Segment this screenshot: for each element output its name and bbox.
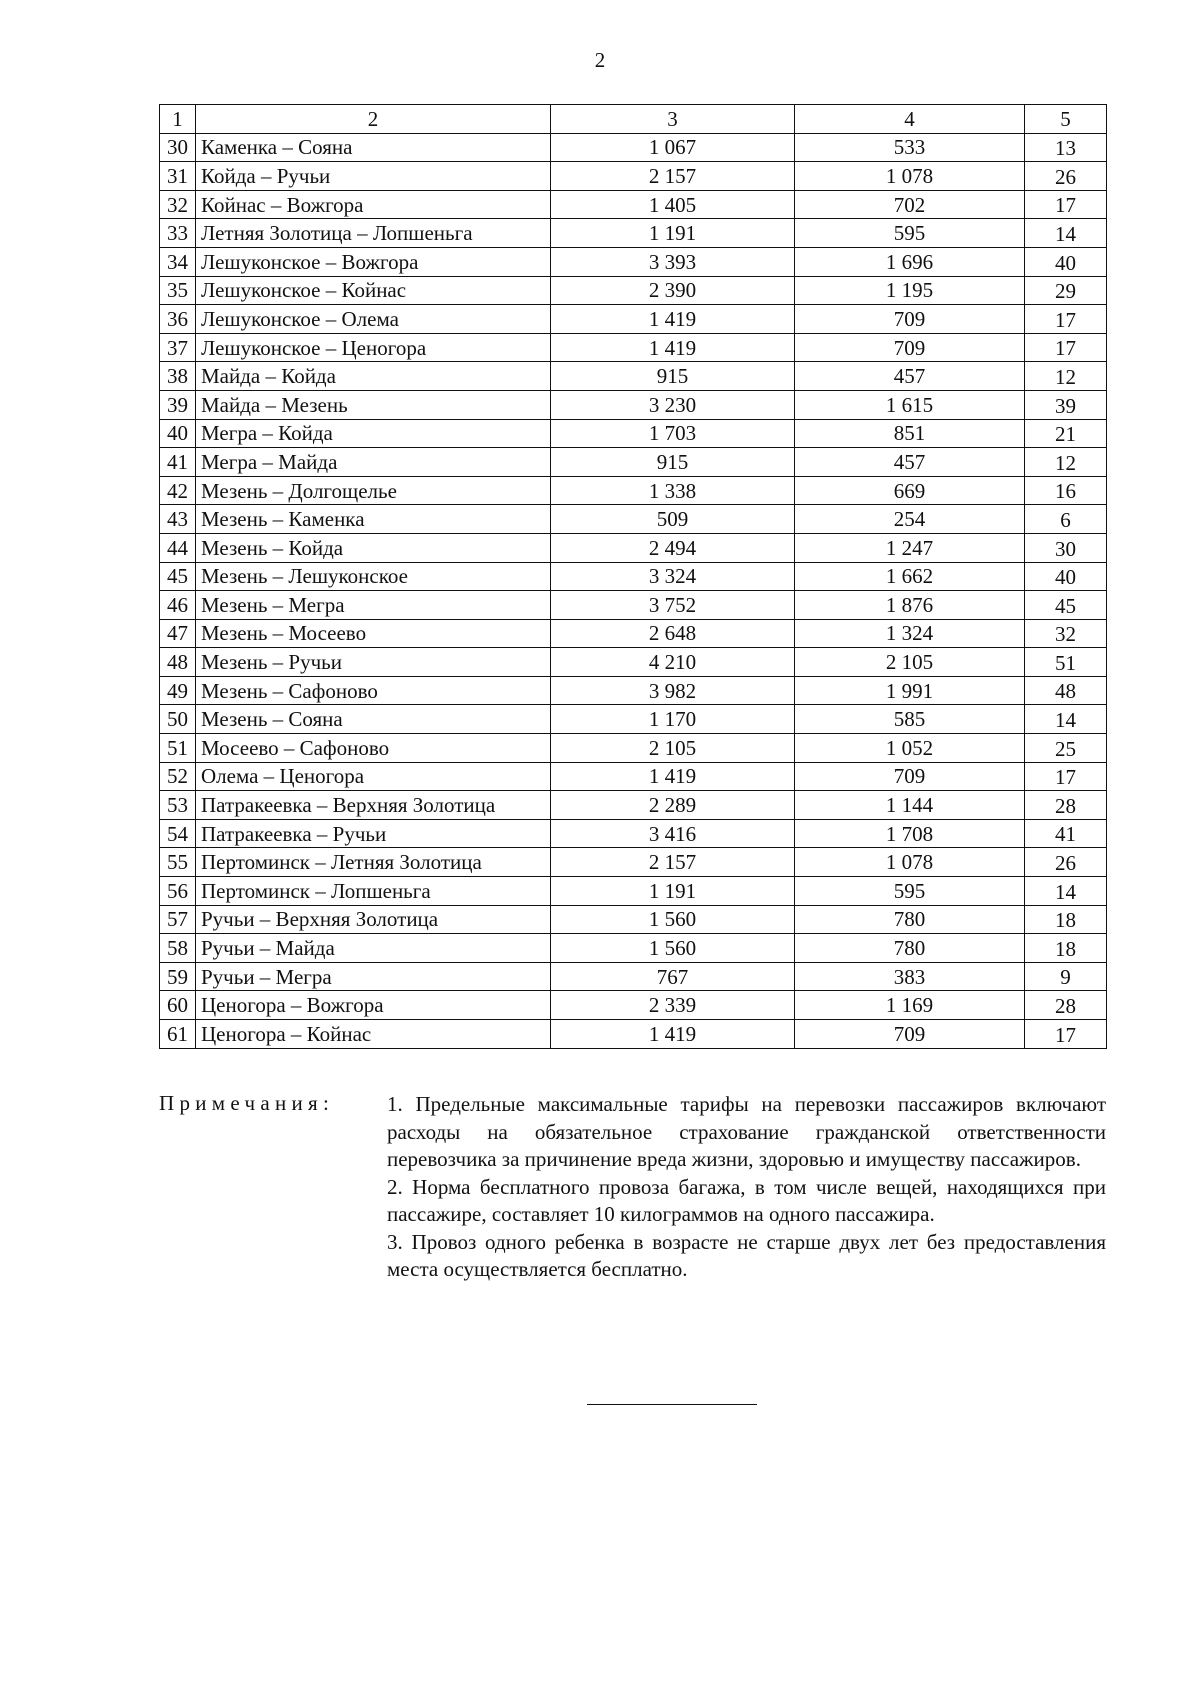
row-number-cell: 43 xyxy=(160,505,196,534)
route-cell: Мегра – Майда xyxy=(196,448,551,477)
route-cell: Пертоминск – Лопшеньга xyxy=(196,877,551,906)
col5-value-cell: 17 xyxy=(1025,762,1107,791)
page-number: 2 xyxy=(594,48,606,72)
col4-value-cell: 1 876 xyxy=(795,591,1025,620)
header-cell-col4: 4 xyxy=(795,105,1025,134)
route-cell: Ценогора – Вожгора xyxy=(196,991,551,1020)
col3-value-cell: 3 230 xyxy=(551,390,795,419)
table-row xyxy=(160,705,1107,734)
col3-value-cell: 1 419 xyxy=(551,333,795,362)
note-item-1: 1. Предельные максимальные тарифы на перевозки пассажиров включают расходы на обязательное страхование гражданской ответственности перевозчика за причинение вреда жизни, здоровью и имуществу пассажиров. xyxy=(387,1092,1106,1171)
col5-value-cell: 16 xyxy=(1025,476,1107,505)
table-row xyxy=(160,648,1107,677)
route-cell: Мезень – Мегра xyxy=(196,591,551,620)
table-row xyxy=(160,505,1107,534)
note-item-2: 2. Норма бесплатного провоза багажа, в том числе вещей, находящихся при пассажире, составляет 10 килограммов на одного пассажира. xyxy=(387,1174,1106,1226)
route-cell: Мезень – Каменка xyxy=(196,505,551,534)
row-number-cell: 53 xyxy=(160,791,196,820)
col4-value-cell: 1 696 xyxy=(795,247,1025,276)
col5-value-cell: 12 xyxy=(1025,448,1107,477)
route-cell: Мосеево – Сафоново xyxy=(196,734,551,763)
col3-value-cell: 3 416 xyxy=(551,819,795,848)
col3-value-cell: 1 170 xyxy=(551,705,795,734)
col5-value-cell: 32 xyxy=(1025,619,1107,648)
col5-value-cell: 26 xyxy=(1025,162,1107,191)
route-cell: Патракеевка – Верхняя Золотица xyxy=(196,791,551,820)
route-cell: Майда – Койда xyxy=(196,362,551,391)
row-number-cell: 32 xyxy=(160,190,196,219)
route-cell: Койда – Ручьи xyxy=(196,162,551,191)
row-number-cell: 52 xyxy=(160,762,196,791)
col3-value-cell: 1 067 xyxy=(551,133,795,162)
col3-value-cell: 767 xyxy=(551,962,795,991)
table-row xyxy=(160,476,1107,505)
row-number-cell: 36 xyxy=(160,305,196,334)
row-number-cell: 47 xyxy=(160,619,196,648)
col3-value-cell: 4 210 xyxy=(551,648,795,677)
col5-value-cell: 51 xyxy=(1025,648,1107,677)
col3-value-cell: 2 289 xyxy=(551,791,795,820)
table-row xyxy=(160,362,1107,391)
route-cell: Мезень – Мосеево xyxy=(196,619,551,648)
route-cell: Пертоминск – Летняя Золотица xyxy=(196,848,551,877)
col3-value-cell: 1 405 xyxy=(551,190,795,219)
row-number-cell: 57 xyxy=(160,905,196,934)
col3-value-cell: 2 105 xyxy=(551,734,795,763)
table-row xyxy=(160,390,1107,419)
table-row xyxy=(160,247,1107,276)
col5-value-cell: 21 xyxy=(1025,419,1107,448)
col4-value-cell: 1 052 xyxy=(795,734,1025,763)
col3-value-cell: 2 157 xyxy=(551,848,795,877)
col3-value-cell: 1 703 xyxy=(551,419,795,448)
row-number-cell: 42 xyxy=(160,476,196,505)
col4-value-cell: 780 xyxy=(795,905,1025,934)
col4-value-cell: 595 xyxy=(795,219,1025,248)
col4-value-cell: 457 xyxy=(795,362,1025,391)
col5-value-cell: 18 xyxy=(1025,934,1107,963)
col5-value-cell: 14 xyxy=(1025,705,1107,734)
row-number-cell: 61 xyxy=(160,1020,196,1049)
route-cell: Мезень – Долгощелье xyxy=(196,476,551,505)
col3-value-cell: 915 xyxy=(551,362,795,391)
row-number-cell: 59 xyxy=(160,962,196,991)
route-cell: Майда – Мезень xyxy=(196,390,551,419)
row-number-cell: 44 xyxy=(160,533,196,562)
col5-value-cell: 48 xyxy=(1025,676,1107,705)
col5-value-cell: 14 xyxy=(1025,219,1107,248)
row-number-cell: 39 xyxy=(160,390,196,419)
col3-value-cell: 1 560 xyxy=(551,905,795,934)
table-row xyxy=(160,619,1107,648)
col5-value-cell: 39 xyxy=(1025,390,1107,419)
col3-value-cell: 2 648 xyxy=(551,619,795,648)
col4-value-cell: 709 xyxy=(795,333,1025,362)
route-cell: Лешуконское – Ценогора xyxy=(196,333,551,362)
row-number-cell: 56 xyxy=(160,877,196,906)
col4-value-cell: 254 xyxy=(795,505,1025,534)
col4-value-cell: 1 662 xyxy=(795,562,1025,591)
note-item-3: 3. Провоз одного ребенка в возрасте не старше двух лет без предоставления места осуществляется бесплатно. xyxy=(387,1229,1106,1281)
col5-value-cell: 17 xyxy=(1025,305,1107,334)
table-row xyxy=(160,762,1107,791)
col3-value-cell: 1 419 xyxy=(551,305,795,334)
table-header-row xyxy=(160,105,1107,134)
col3-value-cell: 2 390 xyxy=(551,276,795,305)
table-row xyxy=(160,676,1107,705)
col4-value-cell: 1 708 xyxy=(795,819,1025,848)
row-number-cell: 54 xyxy=(160,819,196,848)
table-row xyxy=(160,305,1107,334)
table-row xyxy=(160,991,1107,1020)
header-cell-number: 1 xyxy=(160,105,196,134)
row-number-cell: 31 xyxy=(160,162,196,191)
col4-value-cell: 1 078 xyxy=(795,848,1025,877)
col4-value-cell: 780 xyxy=(795,934,1025,963)
col4-value-cell: 1 195 xyxy=(795,276,1025,305)
row-number-cell: 38 xyxy=(160,362,196,391)
row-number-cell: 58 xyxy=(160,934,196,963)
col3-value-cell: 3 982 xyxy=(551,676,795,705)
tariff-table-body xyxy=(160,105,1107,1049)
row-number-cell: 50 xyxy=(160,705,196,734)
col4-value-cell: 669 xyxy=(795,476,1025,505)
table-row xyxy=(160,962,1107,991)
col5-value-cell: 26 xyxy=(1025,848,1107,877)
route-cell: Ручьи – Майда xyxy=(196,934,551,963)
col4-value-cell: 709 xyxy=(795,305,1025,334)
row-number-cell: 48 xyxy=(160,648,196,677)
col5-value-cell: 9 xyxy=(1025,962,1107,991)
route-cell: Лешуконское – Вожгора xyxy=(196,247,551,276)
tariff-table xyxy=(159,104,1107,1049)
col5-value-cell: 25 xyxy=(1025,734,1107,763)
route-cell: Патракеевка – Ручьи xyxy=(196,819,551,848)
col4-value-cell: 702 xyxy=(795,190,1025,219)
col5-value-cell: 28 xyxy=(1025,791,1107,820)
col4-value-cell: 1 991 xyxy=(795,676,1025,705)
col4-value-cell: 1 324 xyxy=(795,619,1025,648)
row-number-cell: 37 xyxy=(160,333,196,362)
row-number-cell: 41 xyxy=(160,448,196,477)
table-row xyxy=(160,333,1107,362)
row-number-cell: 35 xyxy=(160,276,196,305)
col4-value-cell: 457 xyxy=(795,448,1025,477)
table-row xyxy=(160,819,1107,848)
route-cell: Ручьи – Мегра xyxy=(196,962,551,991)
col3-value-cell: 2 339 xyxy=(551,991,795,1020)
col3-value-cell: 1 338 xyxy=(551,476,795,505)
col5-value-cell: 14 xyxy=(1025,877,1107,906)
col3-value-cell: 2 494 xyxy=(551,533,795,562)
route-cell: Мегра – Койда xyxy=(196,419,551,448)
route-cell: Каменка – Сояна xyxy=(196,133,551,162)
route-cell: Мезень – Сафоново xyxy=(196,676,551,705)
table-row xyxy=(160,276,1107,305)
route-cell: Ручьи – Верхняя Золотица xyxy=(196,905,551,934)
route-cell: Мезень – Сояна xyxy=(196,705,551,734)
header-cell-route: 2 xyxy=(196,105,551,134)
table-row xyxy=(160,448,1107,477)
route-cell: Койнас – Вожгора xyxy=(196,190,551,219)
end-separator-line xyxy=(587,1404,757,1405)
route-cell: Мезень – Лешуконское xyxy=(196,562,551,591)
row-number-cell: 30 xyxy=(160,133,196,162)
col5-value-cell: 30 xyxy=(1025,533,1107,562)
col5-value-cell: 17 xyxy=(1025,333,1107,362)
table-row xyxy=(160,734,1107,763)
route-cell: Летняя Золотица – Лопшеньга xyxy=(196,219,551,248)
col3-value-cell: 3 752 xyxy=(551,591,795,620)
notes-label: Примечания: xyxy=(159,1091,335,1115)
row-number-cell: 55 xyxy=(160,848,196,877)
route-cell: Ценогора – Койнас xyxy=(196,1020,551,1049)
col4-value-cell: 1 615 xyxy=(795,390,1025,419)
header-cell-col3: 3 xyxy=(551,105,795,134)
col4-value-cell: 595 xyxy=(795,877,1025,906)
table-row xyxy=(160,791,1107,820)
col4-value-cell: 585 xyxy=(795,705,1025,734)
col5-value-cell: 13 xyxy=(1025,133,1107,162)
table-row xyxy=(160,905,1107,934)
row-number-cell: 34 xyxy=(160,247,196,276)
col5-value-cell: 17 xyxy=(1025,190,1107,219)
route-cell: Лешуконское – Олема xyxy=(196,305,551,334)
col4-value-cell: 1 247 xyxy=(795,533,1025,562)
row-number-cell: 51 xyxy=(160,734,196,763)
col4-value-cell: 1 078 xyxy=(795,162,1025,191)
col3-value-cell: 3 393 xyxy=(551,247,795,276)
table-row xyxy=(160,162,1107,191)
col5-value-cell: 29 xyxy=(1025,276,1107,305)
col3-value-cell: 1 560 xyxy=(551,934,795,963)
row-number-cell: 33 xyxy=(160,219,196,248)
table-row xyxy=(160,877,1107,906)
col5-value-cell: 17 xyxy=(1025,1020,1107,1049)
col3-value-cell: 2 157 xyxy=(551,162,795,191)
col3-value-cell: 1 191 xyxy=(551,219,795,248)
table-row xyxy=(160,219,1107,248)
row-number-cell: 45 xyxy=(160,562,196,591)
route-cell: Мезень – Ручьи xyxy=(196,648,551,677)
route-cell: Лешуконское – Койнас xyxy=(196,276,551,305)
notes-list xyxy=(387,1091,1106,1284)
col5-value-cell: 18 xyxy=(1025,905,1107,934)
col3-value-cell: 915 xyxy=(551,448,795,477)
table-row xyxy=(160,190,1107,219)
col4-value-cell: 1 169 xyxy=(795,991,1025,1020)
header-cell-col5: 5 xyxy=(1025,105,1107,134)
col5-value-cell: 41 xyxy=(1025,819,1107,848)
row-number-cell: 46 xyxy=(160,591,196,620)
col5-value-cell: 45 xyxy=(1025,591,1107,620)
col4-value-cell: 2 105 xyxy=(795,648,1025,677)
col4-value-cell: 851 xyxy=(795,419,1025,448)
table-row xyxy=(160,591,1107,620)
col3-value-cell: 509 xyxy=(551,505,795,534)
col3-value-cell: 1 191 xyxy=(551,877,795,906)
col4-value-cell: 1 144 xyxy=(795,791,1025,820)
col5-value-cell: 28 xyxy=(1025,991,1107,1020)
col3-value-cell: 1 419 xyxy=(551,1020,795,1049)
row-number-cell: 40 xyxy=(160,419,196,448)
col5-value-cell: 12 xyxy=(1025,362,1107,391)
row-number-cell: 49 xyxy=(160,676,196,705)
table-row xyxy=(160,419,1107,448)
col5-value-cell: 40 xyxy=(1025,247,1107,276)
col4-value-cell: 709 xyxy=(795,762,1025,791)
col3-value-cell: 1 419 xyxy=(551,762,795,791)
route-cell: Олема – Ценогора xyxy=(196,762,551,791)
table-row xyxy=(160,533,1107,562)
table-row xyxy=(160,934,1107,963)
col5-value-cell: 6 xyxy=(1025,505,1107,534)
table-row xyxy=(160,1020,1107,1049)
col4-value-cell: 709 xyxy=(795,1020,1025,1049)
table-row xyxy=(160,562,1107,591)
table-row xyxy=(160,133,1107,162)
table-row xyxy=(160,848,1107,877)
row-number-cell: 60 xyxy=(160,991,196,1020)
route-cell: Мезень – Койда xyxy=(196,533,551,562)
col4-value-cell: 383 xyxy=(795,962,1025,991)
col5-value-cell: 40 xyxy=(1025,562,1107,591)
col3-value-cell: 3 324 xyxy=(551,562,795,591)
col4-value-cell: 533 xyxy=(795,133,1025,162)
